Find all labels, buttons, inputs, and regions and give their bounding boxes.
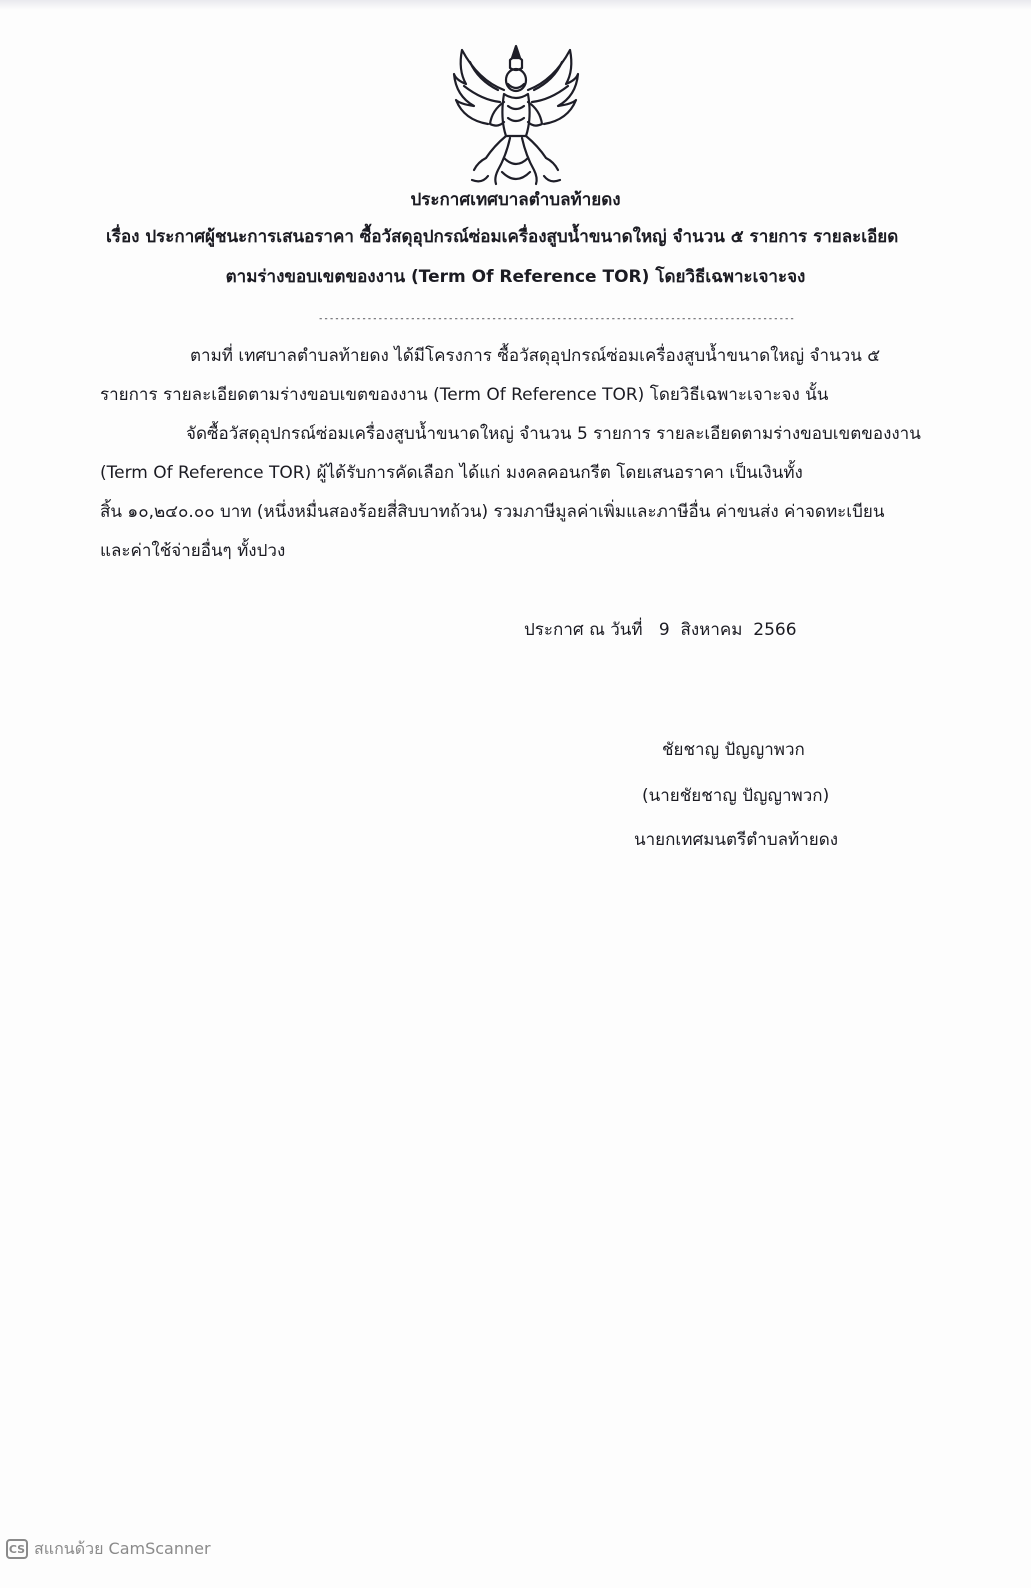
paragraph-2-line-3: สิ้น ๑๐,๒๔๐.๐๐ บาท (หนึ่งหมื่นสองร้อยสี่สิบบาทถ้วน) รวมภาษีมูลค่าเพิ่มและภาษีอื่น ค่าขนส่ง ค่าจดทะเบียน [100, 502, 885, 522]
separator-line: ---------------------------------------------------------------------------------------- [318, 314, 795, 324]
signer-position: นายกเทศมนตรีตำบลท้ายดง [634, 830, 839, 850]
document-title: ประกาศเทศบาลตำบลท้ายดง [410, 190, 621, 210]
camscanner-logo-icon: CS [6, 1539, 28, 1559]
announcement-date: ประกาศ ณ วันที่ 9 สิงหาคม 2566 [524, 620, 797, 640]
garuda-emblem-icon [448, 40, 584, 188]
paragraph-1-line-1: ตามที่ เทศบาลตำบลท้ายดง ได้มีโครงการ ซื้อวัสดุอุปกรณ์ซ่อมเครื่องสูบน้ำขนาดใหญ่ จำนวน ๕ [190, 346, 881, 366]
camscanner-label: สแกนด้วย CamScanner [34, 1538, 211, 1558]
scan-top-edge [0, 0, 1031, 10]
paragraph-2-line-2: (Term Of Reference TOR) ผู้ได้รับการคัดเลือก ได้แก่ มงคลคอนกรีต โดยเสนอราคา เป็นเงินทั้ง [100, 463, 803, 483]
signature: ชัยชาญ ปัญญาพวก [662, 740, 805, 760]
subject-line-2: ตามร่างขอบเขตของงาน (Term Of Reference TOR) โดยวิธีเฉพาะเจาะจง [225, 267, 806, 287]
paragraph-1-line-2: รายการ รายละเอียดตามร่างขอบเขตของงาน (Term Of Reference TOR) โดยวิธีเฉพาะเจาะจง นั้น [100, 385, 829, 405]
paragraph-2-line-1: จัดซื้อวัสดุอุปกรณ์ซ่อมเครื่องสูบน้ำขนาดใหญ่ จำนวน 5 รายการ รายละเอียดตามร่างขอบเขตของงาน [186, 424, 921, 444]
camscanner-footer [6, 1538, 211, 1560]
paragraph-2-line-4: และค่าใช้จ่ายอื่นๆ ทั้งปวง [100, 541, 286, 561]
subject-line-1: เรื่อง ประกาศผู้ชนะการเสนอราคา ซื้อวัสดุอุปกรณ์ซ่อมเครื่องสูบน้ำขนาดใหญ่ จำนวน ๕ รายการ รายละเอียด [106, 227, 899, 247]
signer-printed-name: (นายชัยชาญ ปัญญาพวก) [642, 786, 830, 806]
